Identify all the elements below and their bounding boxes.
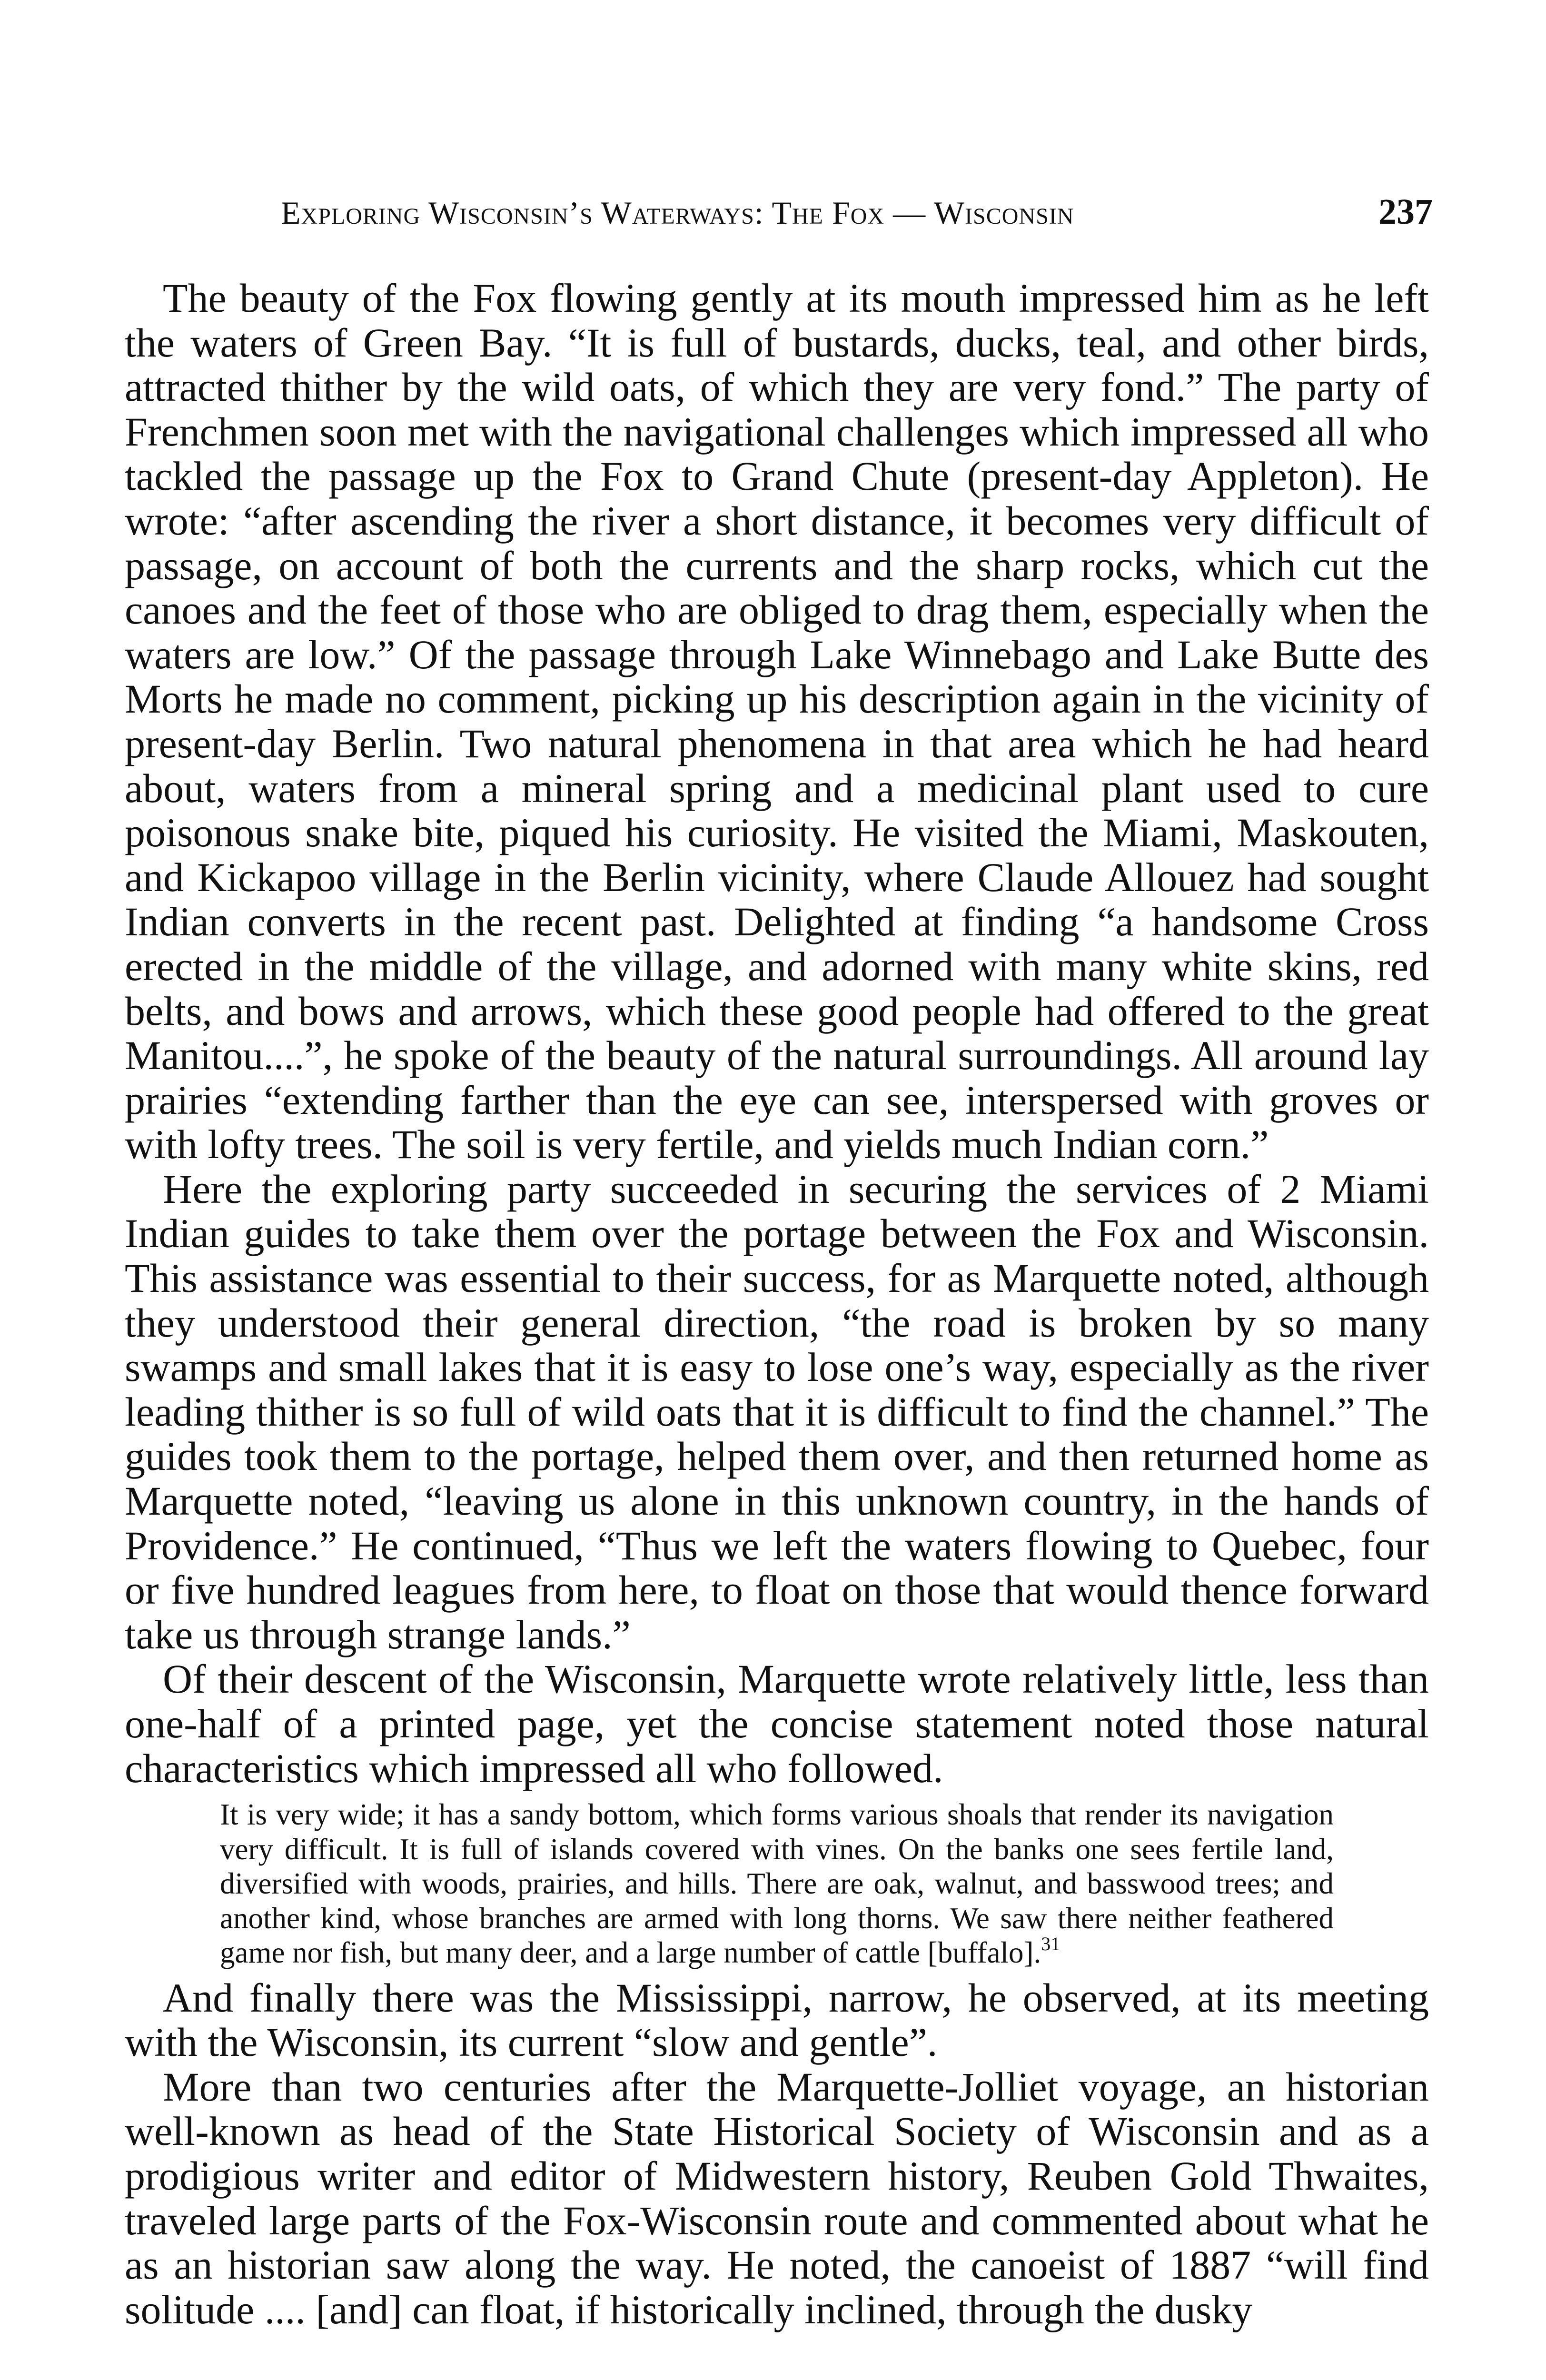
block-quote bbox=[220, 1797, 1334, 1970]
body-text bbox=[125, 276, 1429, 2332]
page-number: 237 bbox=[1378, 192, 1433, 232]
paragraph-mississippi: And finally there was the Mississippi, narrow, he observed, at its meeting with the Wisconsin, its current “slow and gentle”. bbox=[125, 1974, 1429, 2065]
paragraph-thwaites: More than two centuries after the Marquette-Jolliet voyage, an historian well-known as head of the State Historical Society of Wisconsin and as a prodigious writer and editor of Midwestern history, Reuben Gold Thwaites, traveled large parts of the Fox-Wisconsin route and commented about what he as an historian saw along the way. He noted, the canoeist of 1887 “will find solitude .... [and] can float, if historically inclined, through the dusky bbox=[125, 2063, 1429, 2332]
paragraph-wisconsin-descent: Of their descent of the Wisconsin, Marquette wrote relatively little, less than one-half of a printed page, yet the concise statement noted those natural characteristics which impressed all who followed. bbox=[125, 1656, 1429, 1791]
paragraph-fox-description: The beauty of the Fox flowing gently at its mouth impressed him as he left the waters of Green Bay. “It is full of bustards, ducks, teal, and other birds, attracted thither by the wild oats, of which they are very fond.” The party of Frenchmen soon met with the navigational challenges which impressed all who tackled the passage up the Fox to Grand Chute (present-day Appleton). He wrote: “after ascending the river a short distance, it becomes very difficult of passage, on account of both the currents and the sharp rocks, which cut the canoes and the feet of those who are obliged to drag them, especially when the waters are low.” Of the passage through Lake Winnebago and Lake Butte des Morts he made no comment, picking up his description again in the vicinity of present-day Berlin. Two natural phenomena in that area which he had heard about, waters from a mineral spring and a medicinal plant used to cure poisonous snake bite, piqued his curiosity. He visited the Miami, Maskouten, and Kickapoo village in the Berlin vicinity, where Claude Allouez had sought Indian converts in the recent past. Delighted at finding “a handsome Cross erected in the middle of the village, and adorned with many white skins, red belts, and bows and arrows, which these good people had offered to the great Manitou....”, he spoke of the beauty of the natural surroundings. All around lay prairies “extending farther than the eye can see, interspersed with groves or with lofty trees. The soil is very fertile, and yields much Indian corn.” bbox=[125, 275, 1429, 1168]
running-head bbox=[281, 194, 1433, 237]
footnote-marker: 31 bbox=[1041, 1933, 1060, 1955]
paragraph-portage-guides: Here the exploring party succeeded in securing the services of 2 Miami Indian guides to take them over the portage between the Fox and Wisconsin. This assistance was essential to their success, for as Marquette noted, although they understood their general direction, “the road is broken by so many swamps and small lakes that it is easy to lose one’s way, especially as the river leading thither is so full of wild oats that it is difficult to find the channel.” The guides took them to the portage, helped them over, and then returned home as Marquette noted, “leaving us alone in this unknown country, in the hands of Providence.” He continued, “Thus we left the waters flowing to Quebec, four or five hundred leagues from here, to float on those that would thence forward take us through strange lands.” bbox=[125, 1166, 1429, 1657]
block-quote-text: It is very wide; it has a sandy bottom, which forms various shoals that render its navigation very difficult. It is full of islands covered with vines. On the banks one sees fertile land, diversified with woods, prairies, and hills. There are oak, walnut, and basswood trees; and another kind, whose branches are armed with long thorns. We saw there neither feathered game nor fish, but many deer, and a large number of cattle [buffalo]. bbox=[220, 1798, 1334, 1970]
running-title: Exploring Wisconsin’s Waterways: The Fox — Wisconsin bbox=[281, 195, 1074, 231]
